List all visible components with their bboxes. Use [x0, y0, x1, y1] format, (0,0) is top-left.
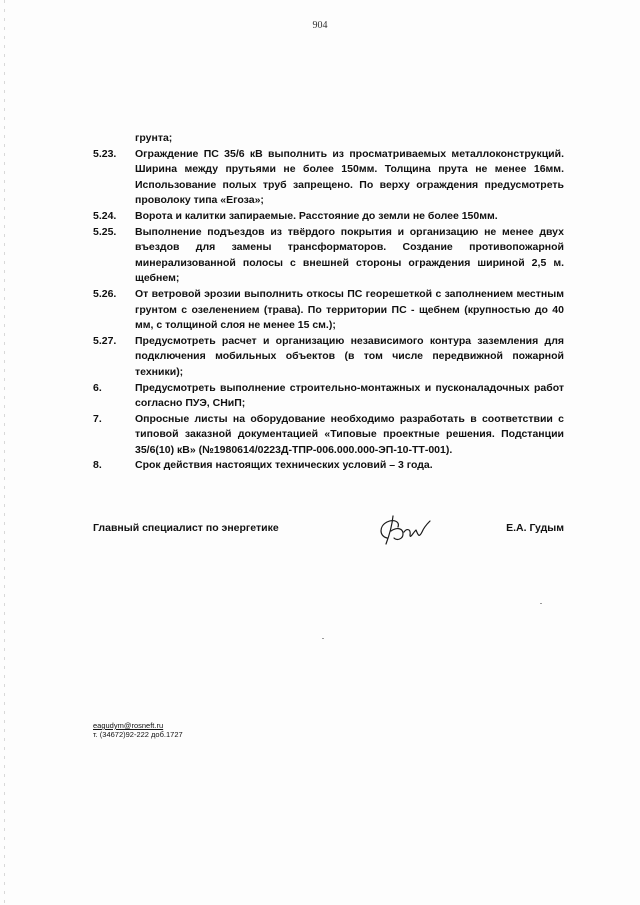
item-number: 5.23. — [93, 147, 117, 160]
conditions-list — [93, 131, 564, 474]
item-text: Предусмотреть расчет и организацию независимого контура заземления для подключения мобильных объектов (в том числе передвижной пожарной техники); — [135, 334, 564, 378]
list-item — [93, 381, 564, 412]
contact-footer — [93, 721, 183, 739]
item-text: От ветровой эрозии выполнить откосы ПС георешеткой с заполнением местным грунтом с озеленением (трава). По территории ПС - щебнем (крупностью до 40 мм, с толщиной слоя не менее 15 см.); — [135, 287, 564, 332]
item-text: Опросные листы на оборудование необходимо разработать в соответствии с типовой заказной документацией «Типовые проектные решения. Подстанции 35/6(10) кВ» (№1980614/0223Д-ТПР-006.000.000-ЭП-10-ТТ-001). — [135, 412, 564, 456]
item-text: Срок действия настоящих технических условий – 3 года. — [135, 459, 433, 472]
binding-edge — [4, 0, 5, 905]
list-item — [93, 209, 564, 225]
item-number: 5.26. — [93, 287, 117, 300]
signer-name: Е.А. Гудым — [506, 522, 564, 534]
scan-speck — [322, 638, 324, 639]
list-item — [93, 287, 564, 334]
list-item — [93, 147, 564, 209]
item-text: Ограждение ПС 35/6 кВ выполнить из просматриваемых металлоконструкций. Ширина между прутьями не более 150мм. Толщина прута не менее 16мм. Использование полых труб запрещено. По верху ограждения предусмотреть проволоку типа «Егоза»; — [135, 147, 564, 207]
contact-phone: т. (34672)92-222 доб.1727 — [93, 730, 183, 739]
item-number: 7. — [93, 412, 102, 425]
page-number: 904 — [312, 20, 328, 31]
item-number: 5.25. — [93, 225, 117, 238]
handwritten-signature — [373, 508, 433, 550]
item-number: 5.24. — [93, 209, 117, 222]
list-item — [93, 412, 564, 459]
contact-email: eagudym@rosneft.ru — [93, 721, 164, 730]
item-text: Предусмотреть выполнение строительно-монтажных и пусконаладочных работ согласно ПУЭ, СНиП; — [135, 381, 564, 410]
item-text: Выполнение подъездов из твёрдого покрытия и организацию не менее двух въездов для замены трансформаторов. Создание противопожарной минерализованной полосы с внешней стороны ограждения шириной 2,5 м. щебнем; — [135, 225, 564, 285]
signer-position: Главный специалист по энергетике — [93, 522, 279, 534]
list-item — [93, 458, 564, 474]
scan-speck — [540, 603, 542, 604]
item-text: Ворота и калитки запираемые. Расстояние до земли не более 150мм. — [135, 209, 498, 222]
list-item — [93, 225, 564, 287]
signature-block — [93, 518, 564, 558]
item-number: 8. — [93, 459, 102, 472]
item-number: 6. — [93, 381, 102, 394]
item-number: 5.27. — [93, 334, 117, 347]
list-item-continuation: грунта; — [135, 132, 173, 144]
list-item — [93, 334, 564, 381]
